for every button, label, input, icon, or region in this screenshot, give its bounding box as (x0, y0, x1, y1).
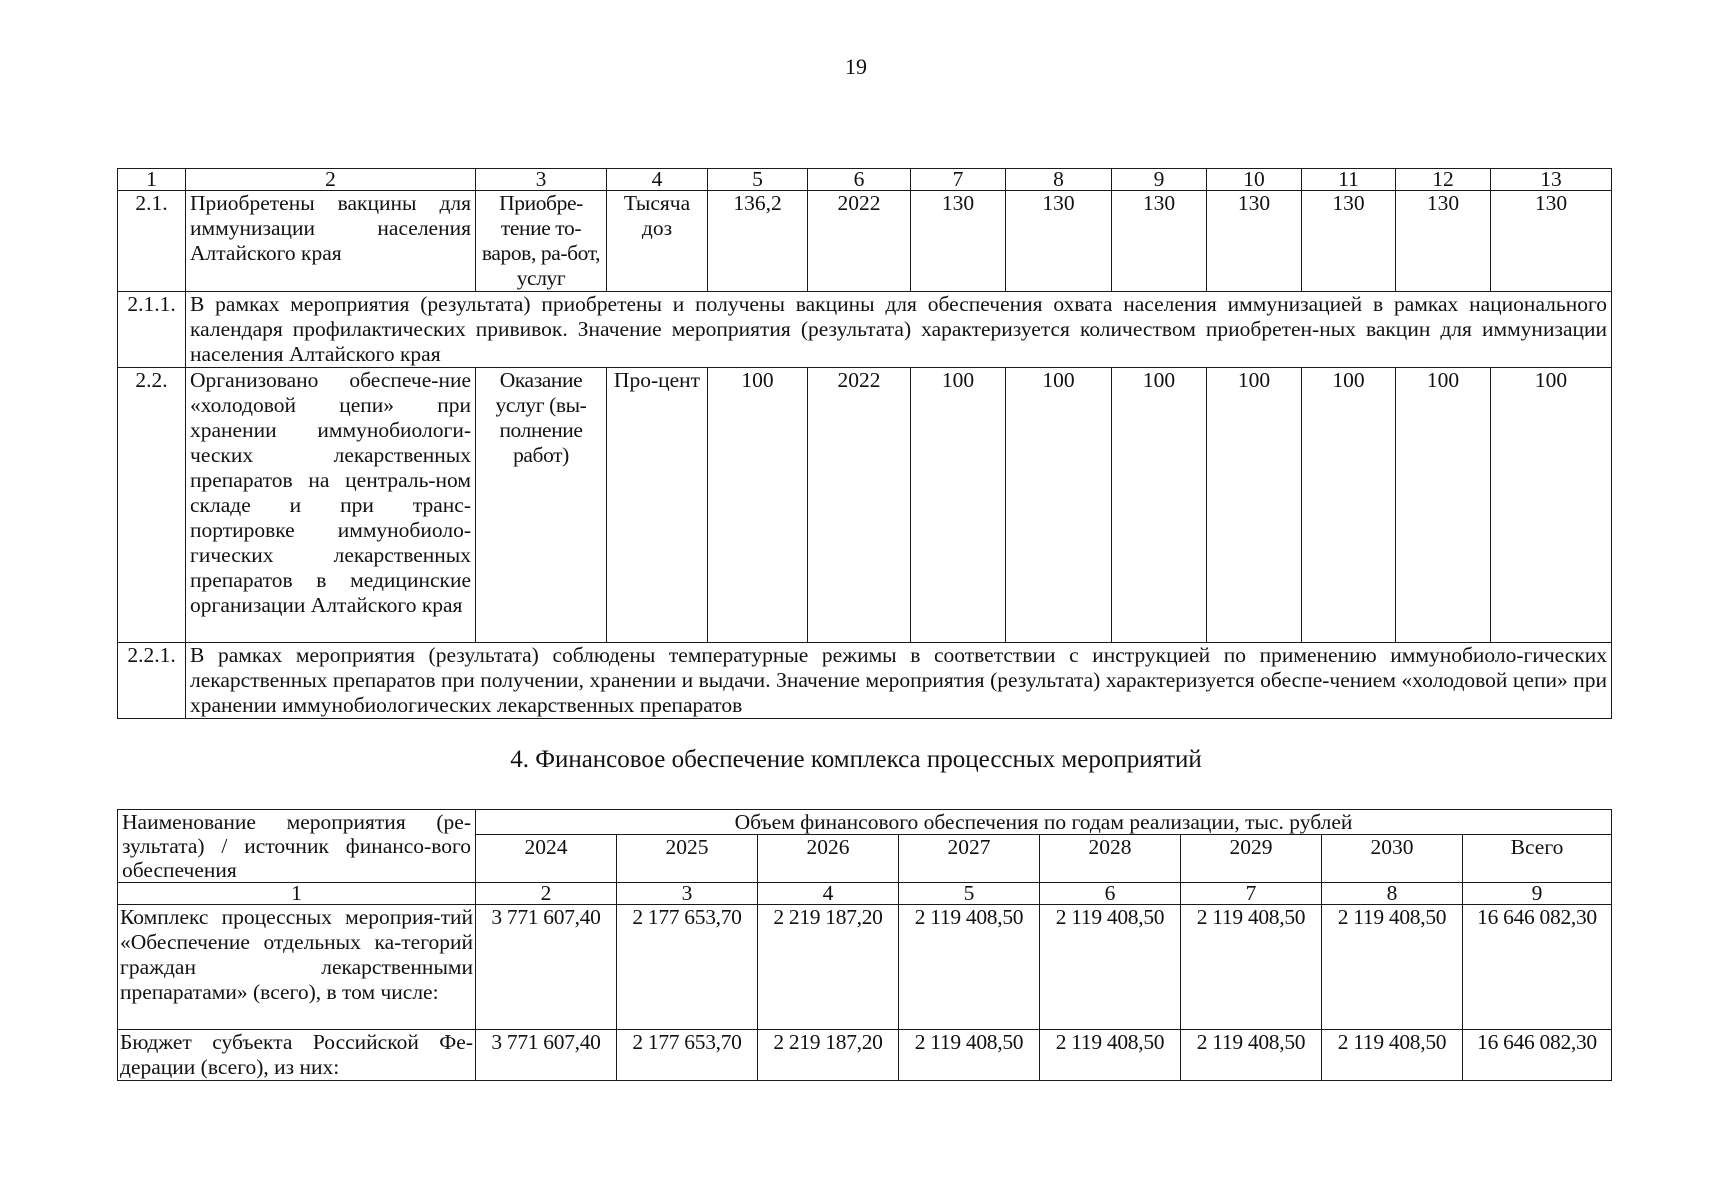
year-header: 2029 (1181, 835, 1322, 883)
column-number: 13 (1491, 169, 1612, 191)
amount-cell: 2 119 408,50 (1181, 905, 1322, 1030)
value-cell: 130 (1207, 191, 1302, 292)
page-number: 19 (845, 54, 867, 79)
column-number: 2 (186, 169, 476, 191)
value-cell: 100 (1112, 368, 1207, 643)
result-name: Приобретены вакцины для иммунизации населения Алтайского края (186, 191, 476, 292)
table-row (118, 643, 1612, 719)
amount-cell: 3 771 607,40 (476, 905, 617, 1030)
base-value: 100 (708, 368, 808, 643)
value-cell: 130 (1006, 191, 1112, 292)
year-header: 2024 (476, 835, 617, 883)
column-number: 9 (1112, 169, 1207, 191)
column-number: 3 (617, 883, 758, 905)
year-header: 2028 (1040, 835, 1181, 883)
result-description: В рамках мероприятия (результата) соблюдены температурные режимы в соответствии с инструкцией по применению иммунобиоло-гических лекарственных препаратов при получении, хранении и выдачи. Значение мероприятия (результата) характеризуется обеспе-чением «холодовой цепи» при хранении иммунобиологических лекарственных препаратов (186, 643, 1612, 719)
row-number: 2.2. (118, 368, 186, 643)
value-cell: 130 (1396, 191, 1491, 292)
column-number: 6 (1040, 883, 1181, 905)
table-row (118, 368, 1612, 643)
base-year: 2022 (808, 368, 911, 643)
column-number: 5 (708, 169, 808, 191)
financing-item-name: Бюджет субъекта Российской Фе-дерации (всего), из них: (118, 1030, 476, 1081)
year-header: 2027 (899, 835, 1040, 883)
column-number: 4 (607, 169, 708, 191)
section-title: 4. Финансовое обеспечение комплекса процессных мероприятий (510, 746, 1202, 773)
unit: Тысяча доз (607, 191, 708, 292)
amount-cell: 2 119 408,50 (1322, 905, 1463, 1030)
amount-cell: 2 119 408,50 (1181, 1030, 1322, 1081)
row-number: 2.1. (118, 191, 186, 292)
year-header: 2030 (1322, 835, 1463, 883)
result-description: В рамках мероприятия (результата) приобретены и получены вакцины для обеспечения охвата населения иммунизацией в рамках национального календаря профилактических прививок. Значение мероприятия (результата) характеризуется количеством приобретен-ных вакцин для иммунизации населения Алтайского края (186, 292, 1612, 368)
amount-cell: 2 177 653,70 (617, 1030, 758, 1081)
column-number: 1 (118, 169, 186, 191)
column-number: 4 (758, 883, 899, 905)
column-number: 10 (1207, 169, 1302, 191)
base-year: 2022 (808, 191, 911, 292)
amount-cell: 2 119 408,50 (899, 1030, 1040, 1081)
amount-cell: 2 119 408,50 (1040, 1030, 1181, 1081)
row-number: 2.2.1. (118, 643, 186, 719)
amount-cell: 2 119 408,50 (899, 905, 1040, 1030)
value-cell: 130 (911, 191, 1006, 292)
result-name: Организовано обеспече-ние «холодовой цепи» при хранении иммунобиологи-ческих лекарственных препаратов на централь-ном складе и при транс-портировке иммунобиоло-гических лекарственных препаратов в медицинские организации Алтайского края (186, 368, 476, 643)
value-cell: 100 (1491, 368, 1612, 643)
volume-header: Объем финансового обеспечения по годам реализации, тыс. рублей (476, 810, 1612, 835)
column-number: 7 (1181, 883, 1322, 905)
value-cell: 130 (1491, 191, 1612, 292)
results-header-row (118, 169, 1612, 191)
column-number: 9 (1463, 883, 1612, 905)
financing-header-row (118, 810, 1612, 835)
column-number: 12 (1396, 169, 1491, 191)
table-row (118, 905, 1612, 1030)
value-cell: 130 (1112, 191, 1207, 292)
total-amount-cell: 16 646 082,30 (1463, 1030, 1612, 1081)
amount-cell: 2 177 653,70 (617, 905, 758, 1030)
table-row (118, 191, 1612, 292)
value-cell: 100 (1006, 368, 1112, 643)
year-header: 2025 (617, 835, 758, 883)
result-type: Приобре-тение то-варов, ра-бот, услуг (476, 191, 607, 292)
value-cell: 130 (1302, 191, 1396, 292)
column-number: 3 (476, 169, 607, 191)
column-number: 11 (1302, 169, 1396, 191)
column-number: 8 (1322, 883, 1463, 905)
base-value: 136,2 (708, 191, 808, 292)
column-number: 5 (899, 883, 1040, 905)
result-type: Оказание услуг (вы-полнение работ) (476, 368, 607, 643)
name-header: Наименование мероприятия (ре-зультата) / источник финансо-вого обеспечения (118, 810, 476, 883)
results-table (117, 168, 1612, 719)
amount-cell: 2 219 187,20 (758, 1030, 899, 1081)
value-cell: 100 (1207, 368, 1302, 643)
row-number: 2.1.1. (118, 292, 186, 368)
column-number: 1 (118, 883, 476, 905)
column-number: 2 (476, 883, 617, 905)
value-cell: 100 (911, 368, 1006, 643)
financing-item-name: Комплекс процессных мероприя-тий «Обеспечение отдельных ка-тегорий граждан лекарственными препаратами» (всего), в том числе: (118, 905, 476, 1030)
column-number: 6 (808, 169, 911, 191)
amount-cell: 3 771 607,40 (476, 1030, 617, 1081)
unit: Про-цент (607, 368, 708, 643)
total-header: Всего (1463, 835, 1612, 883)
table-row (118, 1030, 1612, 1081)
year-header: 2026 (758, 835, 899, 883)
column-number: 7 (911, 169, 1006, 191)
column-numbers-row (118, 883, 1612, 905)
amount-cell: 2 119 408,50 (1322, 1030, 1463, 1081)
financing-table (117, 809, 1612, 1081)
total-amount-cell: 16 646 082,30 (1463, 905, 1612, 1030)
value-cell: 100 (1302, 368, 1396, 643)
value-cell: 100 (1396, 368, 1491, 643)
table-row (118, 292, 1612, 368)
amount-cell: 2 119 408,50 (1040, 905, 1181, 1030)
amount-cell: 2 219 187,20 (758, 905, 899, 1030)
column-number: 8 (1006, 169, 1112, 191)
